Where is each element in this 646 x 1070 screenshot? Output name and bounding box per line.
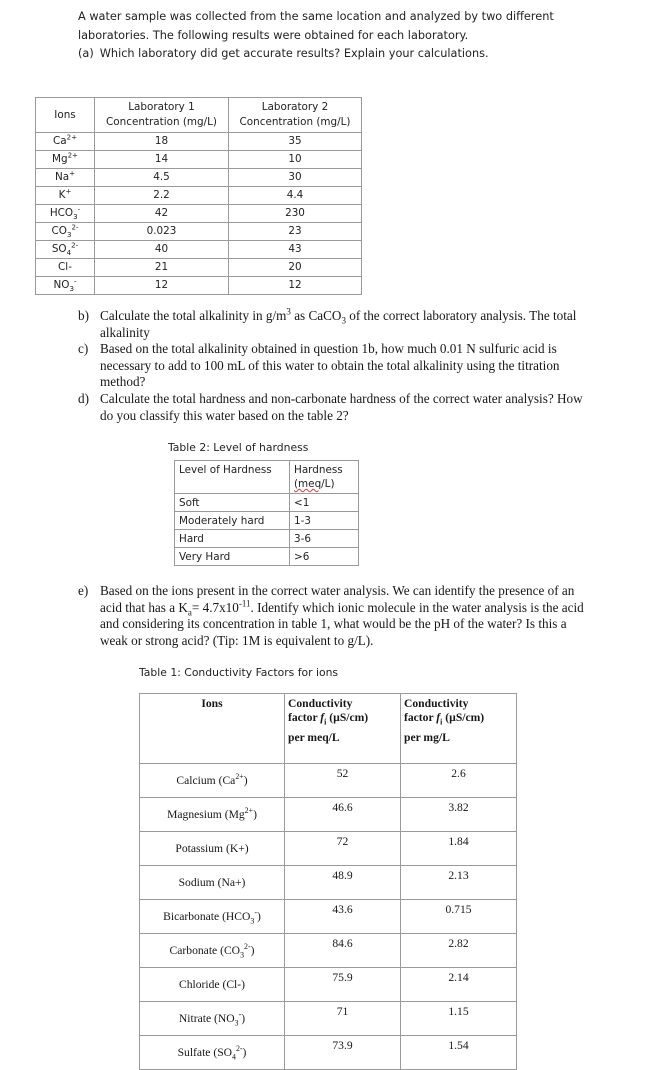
cell-per-mg: 1.84 bbox=[401, 832, 517, 866]
cell-ion bbox=[36, 133, 95, 151]
cell-hardness: <1 bbox=[290, 494, 359, 512]
cell-ion-name bbox=[140, 1036, 285, 1070]
cell-lab2: 20 bbox=[229, 259, 362, 277]
ion-base: Na bbox=[54, 171, 70, 183]
table-row bbox=[36, 169, 362, 187]
header-hardness-unit-tail: /L) bbox=[321, 478, 335, 490]
header-per-mg-line2 bbox=[404, 711, 513, 725]
ion-tail: ) bbox=[243, 773, 248, 787]
cell-per-meq: 46.6 bbox=[285, 798, 401, 832]
ion-sup: - bbox=[77, 204, 81, 214]
header-per-mg-line1: Conductivity bbox=[404, 697, 469, 710]
header-per-meq-f-subscript: i bbox=[324, 717, 327, 727]
question-b-sub: 3 bbox=[341, 315, 346, 326]
table-row bbox=[36, 223, 362, 241]
cell-ion bbox=[36, 205, 95, 223]
ion-sub: 3 bbox=[69, 284, 74, 294]
table-row bbox=[140, 832, 517, 866]
cell-ion-name bbox=[140, 934, 285, 968]
lab-results-table-wrapper bbox=[35, 97, 362, 295]
ion-base: K bbox=[58, 189, 66, 201]
table-row bbox=[175, 548, 359, 566]
ion-name: Sodium (Na+) bbox=[178, 875, 246, 889]
table-row bbox=[175, 530, 359, 548]
cell-lab1: 12 bbox=[95, 277, 229, 295]
ion-base: CO bbox=[51, 225, 67, 237]
cell-lab1: 40 bbox=[95, 241, 229, 259]
ion-sup: + bbox=[69, 168, 76, 178]
header-per-mg-f-subscript: i bbox=[440, 717, 443, 727]
table-row bbox=[140, 968, 517, 1002]
ion-name: Carbonate (CO bbox=[169, 943, 241, 957]
cell-ion-name bbox=[140, 764, 285, 798]
intro-line-1: A water sample was collected from the same location and analyzed by two different bbox=[78, 10, 554, 23]
cell-ion bbox=[36, 223, 95, 241]
ion-tail: ) bbox=[242, 1045, 247, 1059]
question-c bbox=[78, 341, 586, 391]
header-per-meq-line1: Conductivity bbox=[288, 697, 353, 710]
conductivity-table-body bbox=[140, 694, 517, 1070]
ion-sub: 3 bbox=[66, 230, 72, 240]
cell-per-mg: 3.82 bbox=[401, 798, 517, 832]
intro-line-2: laboratories. The following results were obtained for each laboratory. bbox=[78, 28, 469, 42]
ion-sup: 2+ bbox=[235, 771, 244, 781]
cell-per-mg: 2.13 bbox=[401, 866, 517, 900]
table-row bbox=[140, 1002, 517, 1036]
cell-level: Moderately hard bbox=[175, 512, 290, 530]
ion-sup: 2- bbox=[235, 1043, 243, 1053]
ion-tail: ) bbox=[253, 807, 257, 821]
header-per-meq-f-symbol: f bbox=[320, 711, 325, 724]
ion-tail: ) bbox=[250, 943, 255, 957]
cell-ion bbox=[36, 169, 95, 187]
question-d-label: d) bbox=[78, 390, 89, 406]
cell-lab2: 30 bbox=[229, 169, 362, 187]
table-row bbox=[36, 151, 362, 169]
question-list-bcd bbox=[78, 308, 586, 424]
ion-sup: 2- bbox=[244, 941, 251, 951]
question-e-part3: . Identify which ionic molecule in the water analysis is the acid and considering its concentration in table 1, what would be the pH of the water? Is this a weak or strong acid? (Tip: 1M is equivalent to g/L). bbox=[100, 599, 584, 648]
ion-base: Cl- bbox=[58, 261, 72, 273]
table-header-row bbox=[36, 98, 362, 133]
cell-ion-name bbox=[140, 1002, 285, 1036]
ion-sup: 2- bbox=[71, 240, 79, 250]
header-level-of-hardness: Level of Hardness bbox=[175, 461, 290, 494]
question-a bbox=[78, 45, 573, 64]
ion-tail: ) bbox=[241, 1011, 246, 1025]
header-per-meq-line2 bbox=[288, 711, 397, 725]
table-row bbox=[36, 187, 362, 205]
cell-per-meq: 48.9 bbox=[285, 866, 401, 900]
ion-sup: - bbox=[238, 1009, 242, 1019]
cell-ion bbox=[36, 259, 95, 277]
table-row bbox=[140, 866, 517, 900]
table-row bbox=[140, 900, 517, 934]
ion-base: NO bbox=[53, 279, 70, 291]
header-per-meq bbox=[285, 694, 401, 764]
header-hardness-unit: (meq bbox=[294, 478, 322, 490]
question-d-text: Calculate the total hardness and non-carbonate hardness of the correct water analysis? How do you classify this water based on the table 2? bbox=[100, 390, 583, 423]
conductivity-table-wrapper bbox=[139, 693, 517, 1070]
header-lab1-line1: Laboratory 1 bbox=[128, 101, 195, 113]
cell-lab1: 2.2 bbox=[95, 187, 229, 205]
ion-base: Ca bbox=[52, 135, 67, 147]
ion-sub: 3 bbox=[73, 212, 78, 222]
cell-level: Very Hard bbox=[175, 548, 290, 566]
header-hardness-line1: Hardness bbox=[294, 464, 343, 476]
cell-level: Hard bbox=[175, 530, 290, 548]
cell-ion bbox=[36, 151, 95, 169]
conductivity-table bbox=[139, 693, 517, 1070]
header-lab1-line2: Concentration (mg/L) bbox=[106, 116, 217, 128]
header-hardness bbox=[290, 461, 359, 494]
ion-name: Magnesium (Mg bbox=[167, 807, 245, 821]
cell-lab2: 35 bbox=[229, 133, 362, 151]
header-per-mg-factor-word: factor bbox=[404, 711, 437, 724]
header-per-mg bbox=[401, 694, 517, 764]
cell-ion-name bbox=[140, 900, 285, 934]
hardness-table-caption: Table 2: Level of hardness bbox=[168, 441, 309, 454]
cell-ion bbox=[36, 277, 95, 295]
ion-base: SO bbox=[51, 243, 67, 255]
question-e-label: e) bbox=[78, 583, 89, 598]
header-per-meq-unit: (µS/cm) bbox=[326, 711, 369, 724]
ion-sub: 3 bbox=[240, 949, 244, 959]
ion-sup: + bbox=[65, 186, 72, 196]
ion-sup: - bbox=[73, 276, 77, 286]
cell-lab2: 23 bbox=[229, 223, 362, 241]
table-header-row bbox=[140, 694, 517, 764]
question-e-sup: -11 bbox=[238, 598, 251, 609]
cell-ion bbox=[36, 241, 95, 259]
ion-sub: 3 bbox=[234, 1017, 239, 1027]
lab-results-table bbox=[35, 97, 362, 295]
cell-lab1: 21 bbox=[95, 259, 229, 277]
cell-ion-name bbox=[140, 798, 285, 832]
header-per-mg-line3: per mg/L bbox=[404, 731, 450, 744]
table-row bbox=[140, 934, 517, 968]
header-per-meq-line3: per meq/L bbox=[288, 731, 340, 744]
ion-sup: 2- bbox=[71, 222, 79, 232]
cell-lab2: 10 bbox=[229, 151, 362, 169]
table-row bbox=[36, 133, 362, 151]
intro-paragraph bbox=[78, 8, 573, 64]
header-lab1 bbox=[95, 98, 229, 133]
question-e bbox=[78, 583, 586, 649]
cell-ion bbox=[36, 187, 95, 205]
cell-per-meq: 75.9 bbox=[285, 968, 401, 1002]
table-row bbox=[175, 494, 359, 512]
ion-name: Sulfate (SO bbox=[177, 1045, 233, 1059]
question-a-label: (a) bbox=[78, 47, 94, 61]
cell-lab2: 4.4 bbox=[229, 187, 362, 205]
cell-per-meq: 71 bbox=[285, 1002, 401, 1036]
question-b bbox=[78, 308, 586, 341]
ion-name: Nitrate (NO bbox=[178, 1011, 235, 1025]
question-e-part1: Based on the ions present in the correct water analysis. We can identify the presence of an acid that has a K bbox=[100, 583, 575, 615]
cell-ion-name bbox=[140, 866, 285, 900]
question-b-label: b) bbox=[78, 308, 89, 323]
ion-tail: ) bbox=[256, 909, 261, 923]
ion-sub: 4 bbox=[232, 1051, 236, 1061]
cell-per-meq: 43.6 bbox=[285, 900, 401, 934]
lab-results-table-body bbox=[36, 98, 362, 295]
cell-hardness: >6 bbox=[290, 548, 359, 566]
question-list-e bbox=[78, 583, 586, 649]
table-row bbox=[140, 798, 517, 832]
header-lab2-line1: Laboratory 2 bbox=[261, 101, 329, 113]
table-row bbox=[36, 259, 362, 277]
cell-per-mg: 2.82 bbox=[401, 934, 517, 968]
cell-per-mg: 1.54 bbox=[401, 1036, 517, 1070]
cell-per-mg: 2.6 bbox=[401, 764, 517, 798]
header-ions: Ions bbox=[36, 98, 95, 133]
cell-ion-name bbox=[140, 832, 285, 866]
ion-sup: 2+ bbox=[244, 805, 254, 815]
header-lab2-line2: Concentration (mg/L) bbox=[239, 116, 351, 128]
question-b-sup: 3 bbox=[286, 306, 291, 317]
cell-per-meq: 72 bbox=[285, 832, 401, 866]
cell-lab1: 14 bbox=[95, 151, 229, 169]
header-per-mg-unit: (µS/cm) bbox=[442, 711, 485, 724]
cell-per-meq: 52 bbox=[285, 764, 401, 798]
header-per-meq-factor-word: factor bbox=[288, 711, 321, 724]
cell-lab2: 12 bbox=[229, 277, 362, 295]
ion-base: Mg bbox=[52, 153, 68, 165]
ion-name: Bicarbonate (HCO bbox=[163, 909, 251, 923]
table-row bbox=[175, 512, 359, 530]
cell-per-meq: 84.6 bbox=[285, 934, 401, 968]
hardness-table-wrapper bbox=[174, 460, 359, 566]
header-lab2 bbox=[229, 98, 362, 133]
header-per-mg-f-symbol: f bbox=[436, 711, 441, 724]
question-a-text: Which laboratory did get accurate results? Explain your calculations. bbox=[99, 47, 489, 61]
cell-ion-name bbox=[140, 968, 285, 1002]
question-c-label: c) bbox=[78, 341, 89, 357]
table-row bbox=[36, 241, 362, 259]
cell-lab2: 230 bbox=[229, 205, 362, 223]
cell-per-mg: 1.15 bbox=[401, 1002, 517, 1036]
ion-sub: 4 bbox=[66, 248, 72, 258]
question-c-text: Based on the total alkalinity obtained in question 1b, how much 0.01 N sulfuric acid is necessary to add to 100 mL of this water to obtain the total alkalinity using the titration method? bbox=[100, 341, 560, 390]
cell-level: Soft bbox=[175, 494, 290, 512]
cell-hardness: 3-6 bbox=[290, 530, 359, 548]
question-b-part3: of the correct laboratory analysis. The total alkalinity bbox=[100, 308, 577, 340]
question-d bbox=[78, 391, 586, 424]
cell-lab1: 0.023 bbox=[95, 223, 229, 241]
cell-per-mg: 2.14 bbox=[401, 968, 517, 1002]
table-row bbox=[36, 277, 362, 295]
cell-per-meq: 73.9 bbox=[285, 1036, 401, 1070]
question-b-text bbox=[100, 308, 586, 341]
ion-sup: - bbox=[254, 907, 257, 917]
ion-base: HCO bbox=[49, 207, 74, 219]
conductivity-table-caption: Table 1: Conductivity Factors for ions bbox=[139, 666, 339, 679]
cell-lab1: 4.5 bbox=[95, 169, 229, 187]
cell-per-mg: 0.715 bbox=[401, 900, 517, 934]
hardness-table bbox=[174, 460, 359, 566]
cell-lab1: 42 bbox=[95, 205, 229, 223]
cell-lab2: 43 bbox=[229, 241, 362, 259]
question-b-part1: Calculate the total alkalinity in g/m bbox=[100, 308, 287, 323]
cell-hardness: 1-3 bbox=[290, 512, 359, 530]
question-e-text bbox=[100, 583, 586, 649]
ion-sup: 2+ bbox=[66, 132, 78, 142]
hardness-table-body bbox=[175, 461, 359, 566]
question-b-part2: as CaCO bbox=[290, 308, 342, 323]
table-row bbox=[140, 1036, 517, 1070]
ion-name: Chloride (Cl-) bbox=[178, 977, 245, 991]
ion-name: Calcium (Ca bbox=[176, 773, 236, 787]
ion-sub: 3 bbox=[250, 915, 255, 925]
question-e-sub: a bbox=[187, 607, 192, 618]
table-header-row bbox=[175, 461, 359, 494]
header-ions: Ions bbox=[140, 694, 285, 764]
question-e-part2: = 4.7x10 bbox=[191, 599, 239, 615]
cell-lab1: 18 bbox=[95, 133, 229, 151]
table-row bbox=[36, 205, 362, 223]
ion-name: Potassium (K+) bbox=[175, 841, 249, 855]
ion-sup: 2+ bbox=[67, 150, 78, 160]
table-row bbox=[140, 764, 517, 798]
